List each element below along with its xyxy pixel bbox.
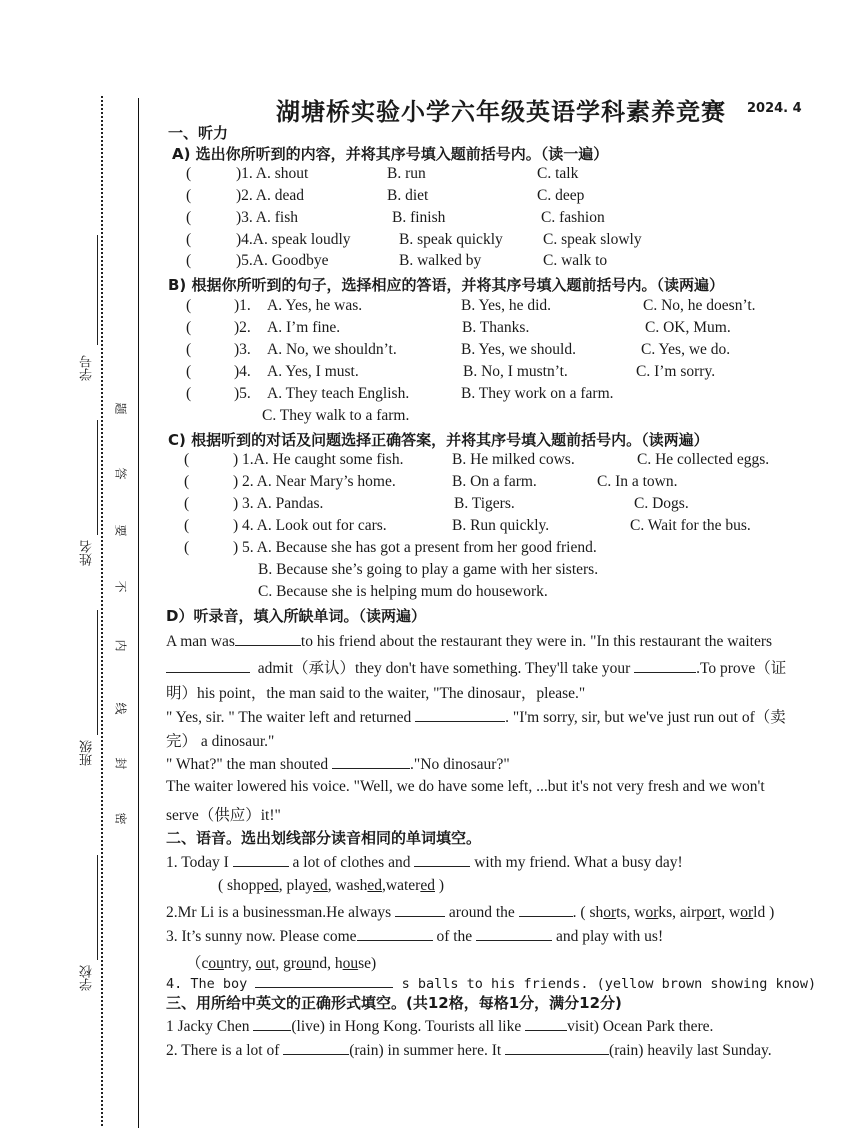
option-c: C. Because she is helping mum do housework. [258,583,548,600]
question-item: )3. A. fish [236,209,298,226]
answer-bracket[interactable]: ( [186,363,192,380]
option-c: C. They walk to a farm. [262,407,410,424]
fill-blank[interactable] [235,631,301,646]
fill-blank[interactable] [332,754,410,769]
answer-bracket[interactable]: ( [186,165,192,182]
option-b: B. Because she’s going to play a game with her sisters. [258,561,599,578]
answer-bracket[interactable]: ( [184,451,190,468]
section1-heading: 一、听力 [168,124,229,142]
question-item: ) 1.A. He caught some fish. [233,451,404,468]
option-c: C. He collected eggs. [637,451,770,468]
answer-bracket[interactable]: ( [186,252,192,269]
option-b: B. They work on a farm. [461,385,614,402]
phonics-options-1: ( shopped, played, washed,watered ) [218,877,445,894]
option-a: A. No, we shouldn’t. [267,341,397,358]
passage-line: " What?" the man shouted ."No dinosaur?" [166,756,510,773]
exam-date: 2024. 4 [747,101,802,116]
fill-blank[interactable] [339,973,393,988]
partD-heading: D）听录音，填入所缺单词。（读两遍） [166,607,426,625]
student-number-field[interactable] [97,235,98,345]
answer-bracket[interactable]: ( [184,517,190,534]
question-item: ) 3. A. Pandas. [233,495,324,512]
option-b: B. run [387,165,426,182]
option-c: C. Dogs. [634,495,689,512]
seal-char: 题 [113,402,128,415]
fill-blank[interactable] [415,707,505,722]
answer-bracket[interactable]: ( [184,495,190,512]
fill-blank[interactable] [476,926,552,941]
fill-blank[interactable] [525,1016,567,1031]
option-b: B. He milked cows. [452,451,575,468]
phonics-question-4: 4. The boy s balls to his friends. (yellow brown showing know) [166,973,816,992]
fill-blank[interactable] [519,902,573,917]
option-b: B. Run quickly. [452,517,550,534]
option-b: B. Yes, we should. [461,341,576,358]
option-c: C. speak slowly [543,231,642,248]
question-item: ) 5. A. Because she has got a present from her good friend. [233,539,597,556]
question-number: )4. [234,363,251,380]
partA-heading: A) 选出你所听到的内容，并将其序号填入题前括号内。（读一遍） [172,145,609,163]
answer-bracket[interactable]: ( [184,539,190,556]
passage-line: 明）his point，the man said to the waiter, "The dinosaur，please." [166,685,586,702]
option-b: B. finish [392,209,446,226]
grammar-question-1: 1 Jacky Chen (live) in Hong Kong. Tourists all like visit) Ocean Park there. [166,1018,714,1035]
phonics-options-3: （country, out, ground, house) [186,955,377,972]
passage-line: admit（承认）they don't have something. They'll take your .To prove（证 [166,656,786,678]
grammar-question-2: 2. There is a lot of (rain) in summer here. It (rain) heavily last Sunday. [166,1042,772,1059]
option-c: C. No, he doesn’t. [643,297,756,314]
seal-char: 线 [113,702,128,715]
school-field[interactable] [97,855,98,960]
seal-char: 密 [113,812,128,825]
option-a: A. They teach English. [267,385,410,402]
name-field[interactable] [97,420,98,535]
section3-heading: 三、用所给中英文的正确形式填空。(共12格，每格1分，满分12分) [166,994,622,1012]
fill-blank[interactable] [283,1040,349,1055]
option-c: C. I’m sorry. [636,363,716,380]
class-label: 班级 [80,740,95,766]
question-number: )2. [234,319,251,336]
question-item: )4.A. speak loudly [236,231,351,248]
option-a: A. Yes, I must. [267,363,359,380]
question-number: )5. [234,385,251,402]
phonics-question-2: 2.Mr Li is a businessman.He always around the . ( shorts, works, airport, world ) [166,904,775,921]
phonics-question-3: 3. It’s sunny now. Please come of the and play with us! [166,928,664,945]
option-c: C. talk [537,165,579,182]
section2-heading: 二、语音。选出划线部分读音相同的单词填空。 [166,829,482,847]
question-number: )1. [234,297,251,314]
fill-blank[interactable] [166,658,250,673]
option-b: B. Tigers. [454,495,515,512]
answer-bracket[interactable]: ( [186,231,192,248]
fill-blank[interactable] [233,852,289,867]
option-a: A. Yes, he was. [267,297,363,314]
question-item: ) 2. A. Near Mary’s home. [233,473,396,490]
question-item: )1. A. shout [236,165,309,182]
option-b: B. walked by [399,252,482,269]
partC-heading: C) 根据听到的对话及问题选择正确答案，并将其序号填入题前括号内。（读两遍） [168,431,709,449]
option-b: B. Thanks. [462,319,530,336]
binding-solid-line [138,98,139,1128]
page-title: 湖塘桥实验小学六年级英语学科素养竞赛 [276,98,726,126]
fill-blank[interactable] [414,852,470,867]
seal-char: 不 [113,580,128,593]
fill-blank[interactable] [634,658,696,673]
answer-bracket[interactable]: ( [186,187,192,204]
school-label: 学校 [80,965,95,991]
fill-blank[interactable] [505,1040,609,1055]
question-item: )5.A. Goodbye [236,252,329,269]
option-c: C. Yes, we do. [641,341,731,358]
fill-blank[interactable] [253,1016,291,1031]
answer-bracket[interactable]: ( [186,319,192,336]
fill-blank[interactable] [255,973,339,988]
seal-char: 要 [113,524,128,537]
option-b: B. diet [387,187,429,204]
option-b: B. speak quickly [399,231,503,248]
phonics-question-1: 1. Today I a lot of clothes and with my friend. What a busy day! [166,854,683,871]
name-label: 姓名 [80,540,95,566]
option-c: C. deep [537,187,585,204]
passage-line: " Yes, sir. " The waiter left and returned . "I'm sorry, sir, but we've just run out of（卖 [166,709,786,726]
class-field[interactable] [97,610,98,735]
student-number-label: 学号 [80,355,95,381]
answer-bracket[interactable]: ( [186,297,192,314]
answer-bracket[interactable]: ( [184,473,190,490]
passage-line: A man was to his friend about the restaurant they were in. "In this restaurant the waiters [166,633,773,650]
question-number: )3. [234,341,251,358]
answer-bracket[interactable]: ( [186,209,192,226]
binding-dotted-line [101,96,103,1126]
seal-char: 答 [113,467,128,480]
option-b: B. On a farm. [452,473,537,490]
passage-line: 完） a dinosaur." [166,733,275,750]
seal-char: 内 [113,639,128,652]
passage-line: serve（供应）it!" [166,807,281,824]
partB-heading: B) 根据你所听到的句子，选择相应的答语，并将其序号填入题前括号内。（读两遍） [168,276,725,294]
question-item: )2. A. dead [236,187,305,204]
option-a: A. I’m fine. [267,319,341,336]
question-item: ) 4. A. Look out for cars. [233,517,387,534]
fill-blank[interactable] [357,926,433,941]
option-c: C. Wait for the bus. [630,517,751,534]
option-c: C. walk to [543,252,608,269]
seal-char: 封 [113,757,128,770]
option-c: C. OK, Mum. [645,319,731,336]
option-b: B. Yes, he did. [461,297,552,314]
answer-bracket[interactable]: ( [186,341,192,358]
option-c: C. fashion [541,209,605,226]
option-c: C. In a town. [597,473,678,490]
fill-blank[interactable] [395,902,445,917]
answer-bracket[interactable]: ( [186,385,192,402]
passage-line: The waiter lowered his voice. "Well, we do have some left, ...but it's not very fresh and we won't [166,778,765,795]
option-b: B. No, I mustn’t. [463,363,568,380]
